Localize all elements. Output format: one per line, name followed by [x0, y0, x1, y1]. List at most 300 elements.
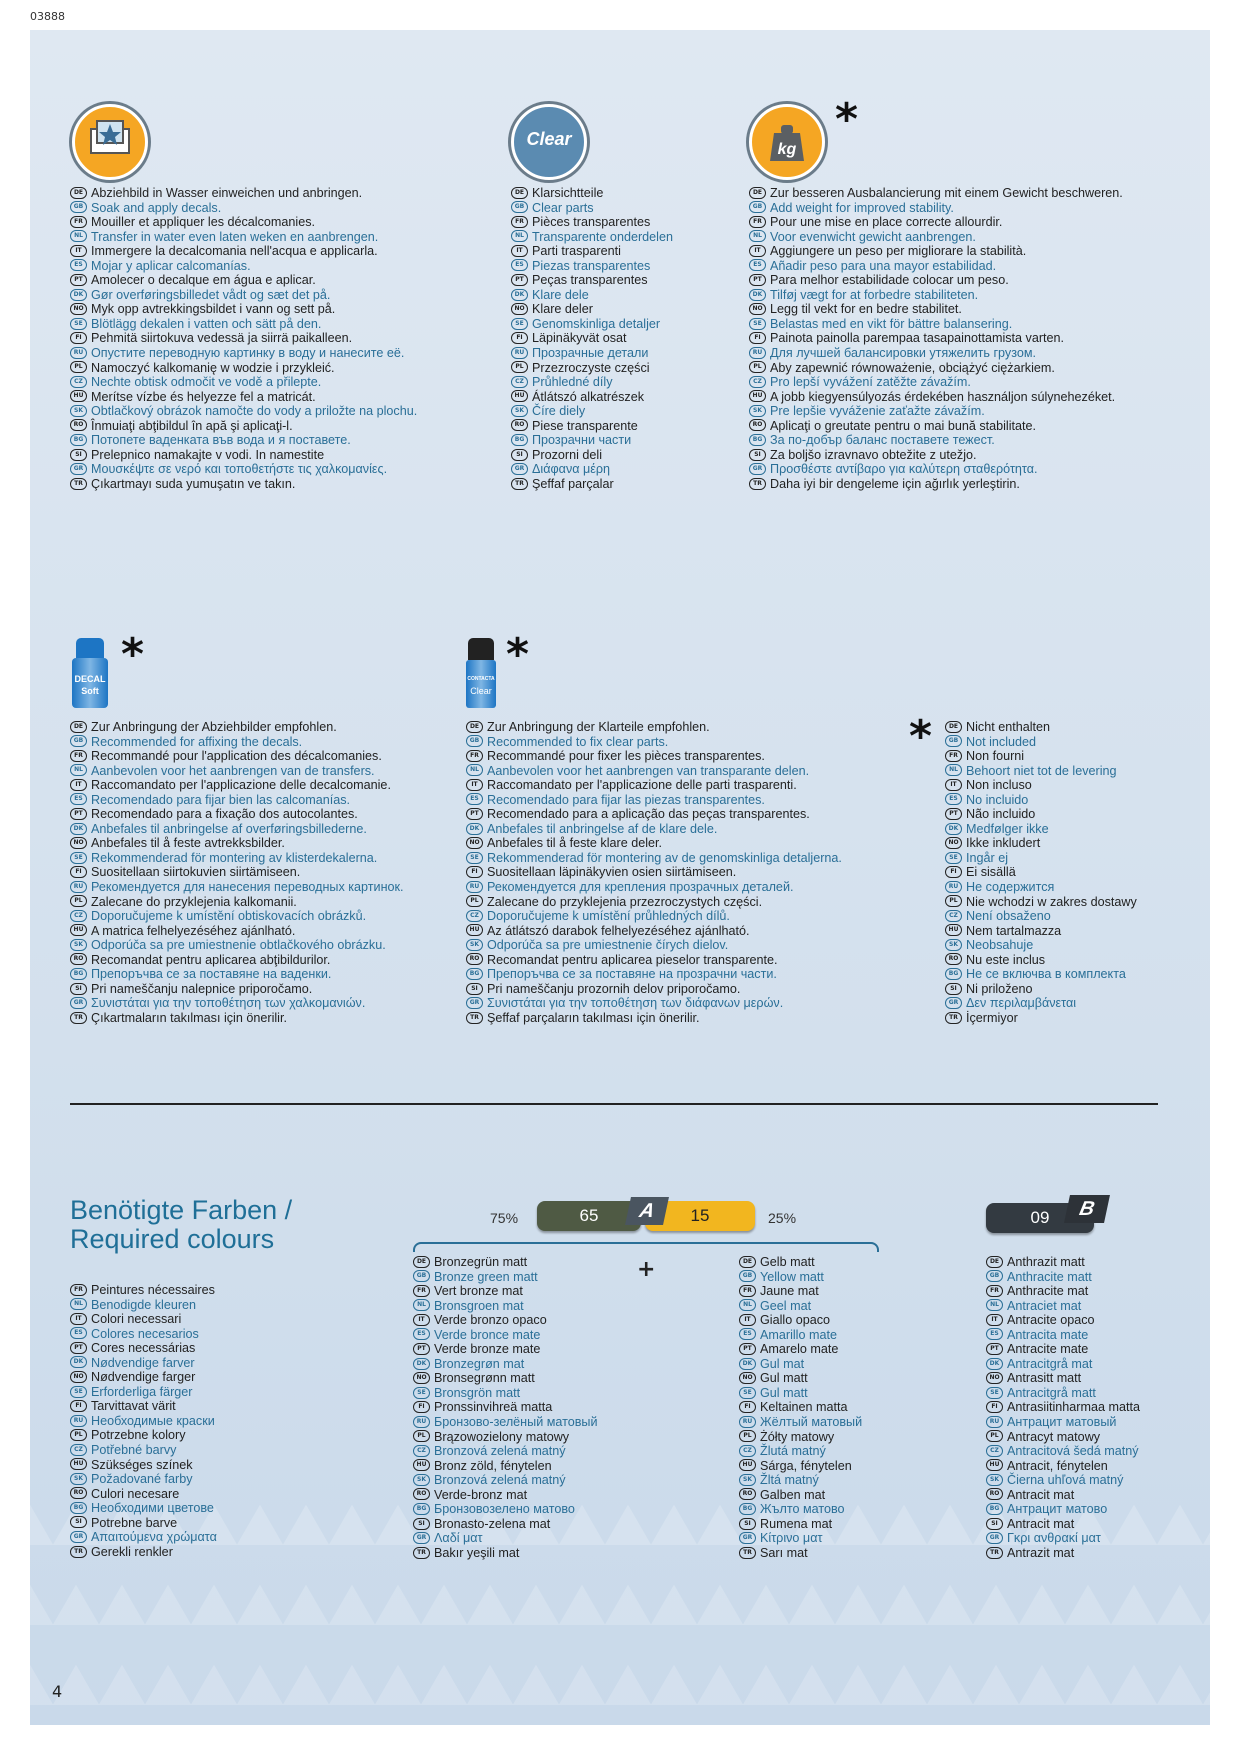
- translation-line: [749, 419, 1123, 434]
- translation-line: [945, 764, 1137, 779]
- translation-text: Gerekli renkler: [91, 1544, 173, 1559]
- language-code-badge: FI: [466, 866, 483, 878]
- language-code-badge: TR: [70, 478, 87, 490]
- language-code-badge: SI: [70, 449, 87, 461]
- translation-text: Čierna uhľová matný: [1007, 1473, 1124, 1488]
- translation-text: Jaune mat: [760, 1284, 819, 1299]
- translation-line: [70, 1472, 217, 1487]
- language-code-badge: ES: [70, 1327, 87, 1339]
- translation-line: [511, 273, 673, 288]
- translation-text: Απαιτούμενα χρώματα: [91, 1530, 217, 1545]
- translation-line: [749, 462, 1123, 477]
- translation-text: Amarelo mate: [760, 1342, 839, 1357]
- page-code: 03888: [30, 10, 65, 23]
- language-code-badge: PT: [986, 1343, 1003, 1355]
- translation-line: [70, 953, 404, 968]
- translation-text: Жълто матово: [760, 1502, 845, 1517]
- translation-text: Soak and apply decals.: [91, 200, 222, 215]
- language-code-badge: SI: [70, 983, 87, 995]
- translation-text: Anthrazit matt: [1007, 1255, 1085, 1269]
- translation-text: Antrasitt matt: [1007, 1371, 1082, 1386]
- language-code-badge: GR: [511, 463, 528, 475]
- translation-line: [739, 1270, 862, 1285]
- translation-text: Suositellaan läpinäkyvien osien siirtämiseen.: [487, 865, 737, 880]
- language-code-badge: ES: [70, 259, 87, 271]
- language-code-badge: NL: [466, 764, 483, 776]
- translation-line: [945, 865, 1137, 880]
- translation-line: [70, 1516, 217, 1531]
- translation-line: [511, 448, 673, 463]
- translation-text: Ingår ej: [966, 850, 1009, 865]
- translation-line: [70, 909, 404, 924]
- language-code-badge: SE: [466, 852, 483, 864]
- language-code-badge: NL: [70, 764, 87, 776]
- translation-line: [70, 1530, 217, 1545]
- language-code-badge: FR: [986, 1285, 1003, 1297]
- translation-text: Gul matt: [760, 1385, 808, 1400]
- translation-text: Λαδί ματ: [434, 1531, 483, 1546]
- translation-text: Antracit, fénytelen: [1007, 1458, 1108, 1473]
- language-code-badge: IT: [511, 245, 528, 257]
- translation-text: Bronasto-zelena mat: [434, 1516, 551, 1531]
- translation-text: Nie wchodzi w zakres dostawy: [966, 894, 1137, 909]
- language-code-badge: PT: [413, 1343, 430, 1355]
- translation-text: Namoczyć kalkomanię w wodzie i przykleić.: [91, 360, 335, 375]
- translation-text: Genomskinliga detaljer: [532, 316, 661, 331]
- language-code-badge: PL: [511, 361, 528, 373]
- language-code-badge: HU: [70, 1458, 87, 1470]
- language-code-badge: PT: [945, 808, 962, 820]
- translation-text: Culori necesare: [91, 1486, 180, 1501]
- translation-text: Жёлтый матовый: [760, 1415, 863, 1430]
- translation-text: Рекомендуется для крепления прозрачных деталей.: [487, 880, 794, 895]
- translation-line: [70, 1327, 217, 1342]
- translation-line: [739, 1284, 862, 1299]
- translation-text: Συνιστάται για την τοποθέτηση των χαλκομανιών.: [91, 996, 366, 1011]
- weight-instructions: [749, 186, 1123, 491]
- language-code-badge: HU: [749, 390, 766, 402]
- translation-line: [70, 1341, 217, 1356]
- translation-text: Recomendado para a aplicação das peças transparentes.: [487, 807, 810, 822]
- translation-text: Препоръчва се за поставяне на прозрачни части.: [487, 967, 777, 982]
- translation-text: Verde bronzo opaco: [434, 1313, 547, 1328]
- translation-line: [739, 1371, 862, 1386]
- translation-line: [413, 1386, 598, 1401]
- translation-text: Piese transparente: [532, 418, 638, 433]
- language-code-badge: HU: [511, 390, 528, 402]
- translation-text: Tilføj vægt for at forbedre stabiliteten.: [770, 287, 979, 302]
- translation-line: [749, 215, 1123, 230]
- translation-text: Transparente onderdelen: [532, 229, 673, 244]
- translation-text: Antracitová šedá matný: [1007, 1444, 1139, 1459]
- translation-line: [749, 244, 1123, 259]
- translation-text: Bronzegrøn mat: [434, 1356, 525, 1371]
- translation-text: Препоръчва се за поставяне на ваденки.: [91, 967, 332, 982]
- translation-line: [749, 361, 1123, 376]
- translation-text: Опустите переводную картинку в воду и нанесите её.: [91, 346, 405, 361]
- mix-right-percent: 25%: [768, 1210, 797, 1226]
- language-code-badge: RU: [70, 347, 87, 359]
- translation-line: [413, 1415, 598, 1430]
- mix-label-b: B: [1064, 1195, 1110, 1223]
- decal-soft-instructions: [70, 720, 404, 1025]
- translation-text: Daha iyi bir dengeleme için ağırlık yerleştirin.: [770, 476, 1020, 491]
- translation-text: Verde-bronz mat: [434, 1487, 528, 1502]
- language-code-badge: FR: [70, 216, 87, 228]
- language-code-badge: NL: [945, 764, 962, 776]
- translation-text: Belastas med en vikt för bättre balansering.: [770, 316, 1013, 331]
- translation-line: [413, 1430, 598, 1445]
- translation-line: [70, 404, 417, 419]
- translation-text: Для лучшей балансировки утяжелить грузом.: [770, 346, 1037, 361]
- language-code-badge: RO: [70, 1487, 87, 1499]
- translation-text: Nechte obtisk odmočit ve vodě a přilepte.: [91, 375, 322, 390]
- language-code-badge: PL: [413, 1430, 430, 1442]
- language-code-badge: NL: [511, 230, 528, 242]
- language-code-badge: SK: [70, 1473, 87, 1485]
- translation-text: Прозрачни части: [532, 433, 632, 448]
- translation-line: [749, 477, 1123, 492]
- language-code-badge: RU: [986, 1416, 1003, 1428]
- translation-line: [466, 778, 842, 793]
- language-code-badge: SI: [986, 1518, 1003, 1530]
- translation-text: Żółty matowy: [760, 1429, 835, 1444]
- translation-text: Антрацит матово: [1007, 1502, 1108, 1517]
- translation-text: Bronzová zelená matný: [434, 1444, 566, 1459]
- language-code-badge: TR: [749, 478, 766, 490]
- language-code-badge: SK: [413, 1474, 430, 1486]
- translation-line: [70, 967, 404, 982]
- translation-line: [70, 1458, 217, 1473]
- language-code-badge: PL: [945, 895, 962, 907]
- language-code-badge: RU: [511, 347, 528, 359]
- translation-line: [739, 1299, 862, 1314]
- translation-line: [749, 230, 1123, 245]
- language-code-badge: FR: [466, 750, 483, 762]
- translation-line: [466, 822, 842, 837]
- translation-line: [466, 1011, 842, 1026]
- translation-line: [413, 1517, 598, 1532]
- language-code-badge: ES: [945, 793, 962, 805]
- language-code-badge: SE: [739, 1387, 756, 1399]
- translation-line: [413, 1284, 598, 1299]
- translation-text: Antracite opaco: [1007, 1313, 1095, 1328]
- translation-line: [70, 1356, 217, 1371]
- language-code-badge: IT: [70, 779, 87, 791]
- translation-line: [945, 793, 1137, 808]
- language-code-badge: FI: [70, 1400, 87, 1412]
- translation-text: Klarsichtteile: [532, 186, 604, 200]
- translation-line: [739, 1400, 862, 1415]
- translation-text: Az átlátszó darabok felhelyezéséhez ajánlható.: [487, 923, 750, 938]
- translation-line: [466, 720, 842, 735]
- language-code-badge: GB: [413, 1270, 430, 1282]
- translation-line: [945, 924, 1137, 939]
- language-code-badge: FI: [749, 332, 766, 344]
- translation-line: [70, 735, 404, 750]
- translation-text: Odporúča sa pre umiestnenie obtlačkového obrázku.: [91, 938, 386, 953]
- translation-line: [945, 967, 1137, 982]
- language-code-badge: PL: [70, 895, 87, 907]
- language-code-badge: GR: [739, 1532, 756, 1544]
- translation-text: Gul matt: [760, 1371, 808, 1386]
- language-code-badge: TR: [511, 478, 528, 490]
- language-code-badge: IT: [986, 1314, 1003, 1326]
- language-code-badge: RO: [945, 953, 962, 965]
- translation-text: Galben mat: [760, 1487, 826, 1502]
- translation-line: [739, 1488, 862, 1503]
- language-code-badge: DE: [749, 187, 766, 199]
- translation-line: [739, 1342, 862, 1357]
- language-code-badge: SI: [413, 1518, 430, 1530]
- translation-line: [945, 1011, 1137, 1026]
- mix-plus-sign: +: [637, 1257, 656, 1282]
- translation-text: Bronze green matt: [434, 1269, 538, 1284]
- translation-text: Recomendado para a fixação dos autocolantes.: [91, 807, 358, 822]
- translation-line: [413, 1357, 598, 1372]
- translation-text: Doporučujeme k umístění obtiskovacích obrázků.: [91, 909, 367, 924]
- translation-text: Doporučujeme k umístění průhledných dílů.: [487, 909, 730, 924]
- language-code-badge: TR: [70, 1012, 87, 1024]
- translation-text: Non fourni: [966, 749, 1025, 764]
- translation-line: [413, 1313, 598, 1328]
- contacta-asterisk: *: [506, 629, 530, 680]
- translation-line: [70, 302, 417, 317]
- translation-text: Gør overføringsbilledet vådt og sæt det på.: [91, 287, 331, 302]
- translation-line: [466, 938, 842, 953]
- translation-line: [986, 1400, 1140, 1415]
- translation-text: Zalecane do przyklejenia przezroczystych części.: [487, 894, 763, 909]
- contacta-instructions: [466, 720, 842, 1025]
- language-code-badge: IT: [413, 1314, 430, 1326]
- translation-text: Pour une mise en place correcte allourdir.: [770, 215, 1003, 230]
- translation-line: [413, 1400, 598, 1415]
- translation-line: [413, 1371, 598, 1386]
- translation-text: Sárga, fénytelen: [760, 1458, 852, 1473]
- translation-text: Není obsaženo: [966, 909, 1051, 924]
- translation-line: [739, 1459, 862, 1474]
- language-code-badge: ES: [511, 259, 528, 271]
- translation-line: [466, 764, 842, 779]
- translation-text: Pièces transparentes: [532, 215, 651, 230]
- translation-text: Ikke inkludert: [966, 836, 1041, 851]
- translation-line: [749, 404, 1123, 419]
- language-code-badge: NL: [986, 1299, 1003, 1311]
- translation-line: [511, 230, 673, 245]
- translation-line: [70, 778, 404, 793]
- translation-text: Antrasiitinharmaa matta: [1007, 1400, 1140, 1415]
- translation-text: Neobsahuje: [966, 938, 1034, 953]
- translation-line: [70, 244, 417, 259]
- translation-line: [739, 1357, 862, 1372]
- translation-text: Bronz zöld, fénytelen: [434, 1458, 552, 1473]
- translation-text: Bronsegrønn matt: [434, 1371, 535, 1386]
- translation-text: Añadir peso para una mayor estabilidad.: [770, 258, 997, 273]
- language-code-badge: RU: [466, 881, 483, 893]
- translation-line: [511, 302, 673, 317]
- translation-text: Antracitgrå matt: [1007, 1385, 1096, 1400]
- translation-text: Transfer in water even laten weken en aanbrengen.: [91, 229, 379, 244]
- paint-swatch-15: 15: [645, 1201, 755, 1231]
- translation-line: [70, 895, 404, 910]
- language-code-badge: GR: [986, 1532, 1003, 1544]
- language-code-badge: RU: [70, 1415, 87, 1427]
- translation-text: Antracita mate: [1007, 1327, 1089, 1342]
- translation-line: [511, 331, 673, 346]
- translation-text: Mojar y aplicar calcomanías.: [91, 258, 251, 273]
- translation-line: [70, 1312, 217, 1327]
- language-code-badge: DK: [739, 1358, 756, 1370]
- translation-line: [413, 1342, 598, 1357]
- language-code-badge: NO: [70, 303, 87, 315]
- translation-text: Aby zapewnić równoważenie, obciążyć ciężarkiem.: [770, 360, 1055, 375]
- translation-line: [945, 996, 1137, 1011]
- language-code-badge: GB: [945, 735, 962, 747]
- translation-line: [511, 244, 673, 259]
- translation-text: Colores necesarios: [91, 1326, 199, 1341]
- translation-text: Raccomandato per l'applicazione delle decalcomanie.: [91, 778, 391, 793]
- translation-text: Κίτρινο ματ: [760, 1531, 823, 1546]
- translation-text: Mouiller et appliquer les décalcomanies.: [91, 215, 316, 230]
- translation-line: [945, 778, 1137, 793]
- translation-text: Не се включва в комплекта: [966, 967, 1126, 982]
- language-code-badge: FR: [70, 1284, 87, 1296]
- anthracite-names: [986, 1255, 1140, 1560]
- translation-line: [70, 230, 417, 245]
- translation-line: [749, 201, 1123, 216]
- language-code-badge: DE: [466, 721, 483, 733]
- language-code-badge: ES: [739, 1328, 756, 1340]
- language-code-badge: SK: [986, 1474, 1003, 1486]
- translation-text: Antracit mat: [1007, 1516, 1075, 1531]
- translation-text: Giallo opaco: [760, 1313, 831, 1328]
- language-code-badge: GR: [70, 1531, 87, 1543]
- language-code-badge: RO: [413, 1488, 430, 1500]
- language-code-badge: TR: [945, 1012, 962, 1024]
- language-code-badge: FR: [945, 750, 962, 762]
- translation-text: Colori necessari: [91, 1312, 182, 1327]
- paint-swatch-09: 09: [986, 1203, 1094, 1233]
- language-code-badge: SE: [70, 852, 87, 864]
- translation-line: [511, 361, 673, 376]
- translation-text: Keltainen matta: [760, 1400, 848, 1415]
- language-code-badge: DK: [749, 289, 766, 301]
- translation-text: Рекомендуется для нанесения переводных картинок.: [91, 880, 404, 895]
- translation-text: Pehmitä siirtokuva vedessä ja siirrä paikalleen.: [91, 331, 353, 346]
- translation-line: [739, 1430, 862, 1445]
- translation-text: Antrazit mat: [1007, 1545, 1075, 1560]
- translation-line: [511, 259, 673, 274]
- translation-text: Διάφανα μέρη: [532, 462, 611, 477]
- translation-line: [945, 735, 1137, 750]
- translation-text: Şeffaf parçaların takılması için önerilir.: [487, 1010, 700, 1025]
- translation-line: [70, 1443, 217, 1458]
- translation-line: [466, 836, 842, 851]
- translation-text: Klare deler: [532, 302, 593, 317]
- translation-text: Potrebne barve: [91, 1515, 178, 1530]
- language-code-badge: RU: [749, 347, 766, 359]
- translation-text: Abziehbild in Wasser einweichen und anbringen.: [91, 186, 363, 200]
- page-number: 4: [52, 1682, 63, 1701]
- language-code-badge: SK: [70, 939, 87, 951]
- language-code-badge: TR: [466, 1012, 483, 1024]
- translation-text: Zur Anbringung der Klarteile empfohlen.: [487, 720, 710, 734]
- language-code-badge: RU: [70, 881, 87, 893]
- translation-text: Antracit mat: [1007, 1487, 1075, 1502]
- language-code-badge: CZ: [466, 910, 483, 922]
- translation-text: Bronzegrün matt: [434, 1255, 528, 1269]
- translation-line: [466, 895, 842, 910]
- language-code-badge: DE: [511, 187, 528, 199]
- language-code-badge: SI: [945, 983, 962, 995]
- translation-text: Tarvittavat värit: [91, 1399, 176, 1414]
- translation-line: [986, 1502, 1140, 1517]
- translation-line: [739, 1473, 862, 1488]
- translation-line: [413, 1255, 598, 1270]
- translation-text: Anbefales til anbringelse af overføringsbillederne.: [91, 821, 367, 836]
- contacta-clear-bottle-icon: CONTACTA Clear: [466, 638, 496, 710]
- translation-line: [749, 331, 1123, 346]
- translation-text: Átlátszó alkatrészek: [532, 389, 644, 404]
- language-code-badge: NO: [511, 303, 528, 315]
- translation-line: [70, 982, 404, 997]
- translation-line: [945, 909, 1137, 924]
- translation-text: Läpinäkyvät osat: [532, 331, 627, 346]
- translation-text: Γκρι ανθρακί ματ: [1007, 1531, 1101, 1546]
- language-code-badge: SI: [466, 983, 483, 995]
- translation-line: [749, 448, 1123, 463]
- translation-text: Myk opp avtrekkingsbildet i vann og sett på.: [91, 302, 336, 317]
- translation-line: [70, 1487, 217, 1502]
- language-code-badge: CZ: [511, 376, 528, 388]
- language-code-badge: CZ: [945, 910, 962, 922]
- translation-text: Aanbevolen voor het aanbrengen van transparante delen.: [487, 763, 810, 778]
- translation-line: [986, 1255, 1140, 1270]
- language-code-badge: PT: [739, 1343, 756, 1355]
- translation-line: [986, 1430, 1140, 1445]
- translation-line: [466, 880, 842, 895]
- language-code-badge: PT: [466, 808, 483, 820]
- translation-text: Prelepnico namakajte v vodi. In namestite: [91, 447, 325, 462]
- translation-line: [986, 1357, 1140, 1372]
- language-code-badge: NO: [945, 837, 962, 849]
- language-code-badge: ES: [749, 259, 766, 271]
- translation-text: Žlutá matný: [760, 1444, 826, 1459]
- translation-text: Recommended to fix clear parts.: [487, 734, 669, 749]
- translation-text: Průhledné díly: [532, 375, 613, 390]
- language-code-badge: FR: [739, 1285, 756, 1297]
- language-code-badge: FR: [70, 750, 87, 762]
- translation-line: [945, 807, 1137, 822]
- language-code-badge: GB: [739, 1270, 756, 1282]
- language-code-badge: TR: [70, 1546, 87, 1558]
- mix-label-a: A: [625, 1197, 669, 1225]
- language-code-badge: PT: [749, 274, 766, 286]
- language-code-badge: GR: [749, 463, 766, 475]
- translation-line: [511, 462, 673, 477]
- translation-text: Piezas transparentes: [532, 258, 651, 273]
- translation-line: [70, 419, 417, 434]
- translation-text: Rumena mat: [760, 1516, 833, 1531]
- language-code-badge: BG: [70, 968, 87, 980]
- language-code-badge: NO: [413, 1372, 430, 1384]
- language-code-badge: ES: [413, 1328, 430, 1340]
- translation-line: [413, 1531, 598, 1546]
- translation-line: [511, 186, 673, 201]
- language-code-badge: NL: [413, 1299, 430, 1311]
- translation-text: Çıkartmaların takılması için önerilir.: [91, 1010, 287, 1025]
- yellow-names: [739, 1255, 862, 1560]
